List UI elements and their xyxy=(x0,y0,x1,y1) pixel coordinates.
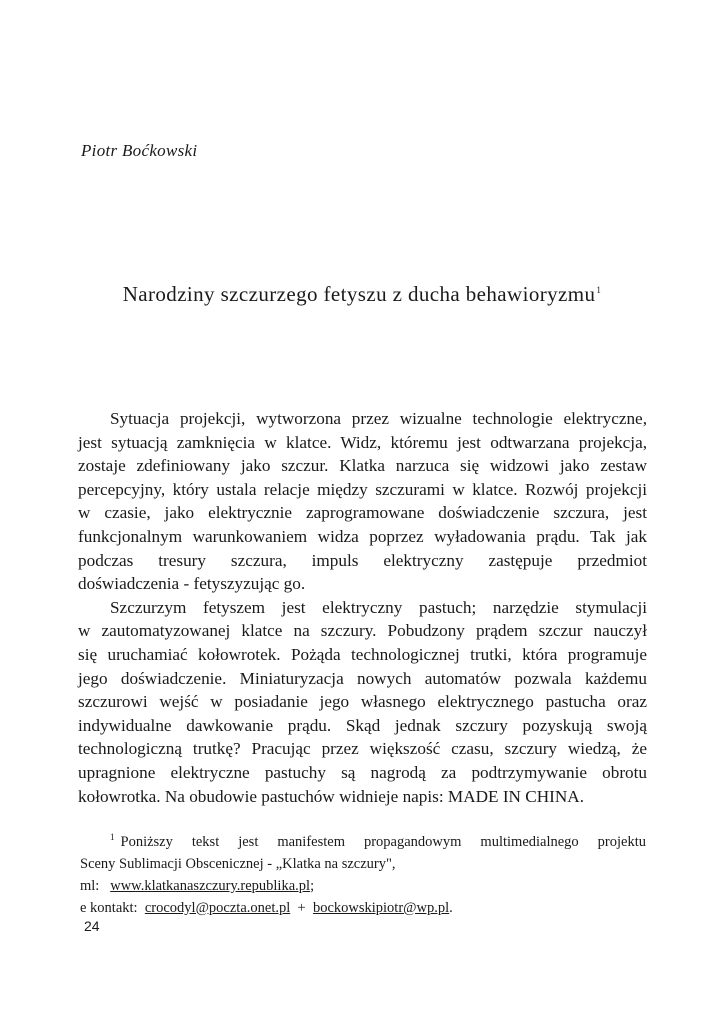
footnote-joiner: + xyxy=(297,899,306,916)
text-line: szczurowi wejść w posiadanie jego własnego elektrycznego pastucha oraz xyxy=(78,692,647,712)
text-line: percepcyjny, który ustala relacje między szczurami w klatce. Rozwój projekcji xyxy=(78,479,647,499)
text-line: indywidualne dawkowanie prądu. Skąd jednak szczury pozyskują swoją xyxy=(78,715,647,735)
website-link[interactable]: www.klatkanaszczury.republika.pl xyxy=(110,877,311,894)
text-line: się uruchamiać kołowrotek. Pożąda technologicznej trutki, która programuje xyxy=(78,644,647,664)
text-line: kołowrotka. Na obudowie pastuchów widnieje napis: MADE IN CHINA. xyxy=(78,786,584,806)
footnote-text: Poniższy tekst jest manifestem propagandowym multimedialnego projektu xyxy=(120,833,646,850)
email-link-2[interactable]: bockowskipiotr@wp.pl xyxy=(312,899,450,916)
text-line: jego doświadczenie. Miniaturyzacja nowych automatów pozwala każdemu xyxy=(78,668,647,688)
footnote-line-4 xyxy=(80,897,646,919)
footnote-label: e kontakt: xyxy=(80,899,138,916)
text-line: w czasie, jako elektrycznie zaprogramowane doświadczenie szczura, jest xyxy=(78,503,647,523)
article-title xyxy=(0,282,724,307)
footnote-line-2: Sceny Sublimacji Obscenicznej - „Klatka na szczury", xyxy=(80,855,396,872)
title-text: Narodziny szczurzego fetyszu z ducha behawioryzmu xyxy=(122,282,596,306)
footnote-punct: ; xyxy=(310,877,315,894)
text-line: doświadczenia - fetyszyzując go. xyxy=(78,574,306,594)
paragraph-1 xyxy=(78,407,647,596)
text-line: w zautomatyzowanej klatce na szczury. Pobudzony prądem szczur nauczył xyxy=(78,621,647,641)
footnote-line-1 xyxy=(80,826,646,853)
footnote-mark: 1 xyxy=(110,832,115,842)
title-footnote-mark[interactable]: 1 xyxy=(596,285,602,295)
text-line: Sytuacja projekcji, wytworzona przez wizualne technologie elektryczne, xyxy=(110,409,647,428)
text-line: zostaje zdefiniowany jako szczur. Klatka narzuca się widzowi jako zestaw xyxy=(78,456,647,476)
email-link-1[interactable]: crocodyl@poczta.onet.pl xyxy=(144,899,291,916)
text-line: technologiczną trutkę? Pracując przez większość czasu, szczury wiedzą, że xyxy=(78,739,647,759)
footnote xyxy=(80,826,646,919)
text-line: podczas tresury szczura, impuls elektryczny zastępuje przedmiot xyxy=(78,550,647,570)
article-body xyxy=(78,407,647,808)
footnote-label: ml: xyxy=(80,877,100,894)
text-line: Szczurzym fetyszem jest elektryczny pastuch; narzędzie stymulacji xyxy=(110,597,647,617)
page-number: 24 xyxy=(84,918,100,934)
footnote-punct: . xyxy=(449,899,453,916)
paragraph-2 xyxy=(78,596,647,808)
footnote-line-3 xyxy=(80,875,646,897)
author-name: Piotr Boćkowski xyxy=(81,141,198,160)
text-line: upragnione elektryczne pastuchy są nagrodą za podtrzymywanie obrotu xyxy=(78,762,647,782)
text-line: jest sytuacją zamknięcia w klatce. Widz, któremu jest odtwarzana projekcja, xyxy=(78,432,647,452)
text-line: funkcjonalnym warunkowaniem widza poprzez wyładowania prądu. Tak jak xyxy=(78,526,647,546)
